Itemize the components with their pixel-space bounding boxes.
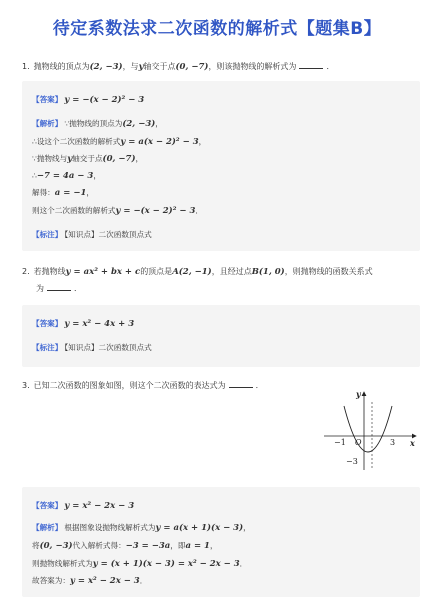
parabola-curve (344, 406, 392, 452)
y-neg-label: −3 (346, 457, 358, 466)
analysis-line-2: ∴设这个二次函数的解析式y = a(x − 2)² − 3， (32, 137, 207, 147)
question-1: 1. 抛物线的顶点为(2, −3)，与y轴交于点(0, −7)，则该抛物线的解析式为 ． (22, 62, 335, 72)
question-2: 2. 若抛物线y = ax² + bx + c的顶点是A(2, −1)，且经过点B(1, 0)，则抛物线的函数关系式 (22, 267, 373, 277)
answer-blank (299, 61, 323, 69)
answer-line: 【答案】 y = x² − 4x + 3 (32, 319, 135, 329)
answer-blank (47, 283, 71, 291)
note-line: 【标注】 【知识点】二次函数顶点式 (32, 230, 152, 239)
note-line: 【标注】 【知识点】二次函数顶点式 (32, 343, 152, 352)
question-2-cont: 为 ． (36, 284, 82, 293)
analysis-line-2: 将(0, −3)代入解析式得：−3 = −3a，即a = 1， (32, 541, 218, 551)
answer-blank (229, 380, 253, 388)
y-axis-label: y (356, 389, 361, 399)
analysis-line-1: 【解析】 ∵抛物线的顶点为(2, −3)， (32, 119, 163, 129)
answer-box-1 (22, 81, 420, 251)
x-pos-label: 3 (390, 438, 396, 447)
analysis-line-4: 故答案为：y = x² − 2x − 3． (32, 576, 148, 586)
answer-line: 【答案】 y = −(x − 2)² − 3 (32, 95, 145, 105)
analysis-line-1: 【解析】 根据图象设抛物线解析式为y = a(x + 1)(x − 3)， (32, 523, 251, 533)
question-number: 2. (22, 267, 30, 276)
question-number: 3. (22, 381, 30, 390)
answer-line: 【答案】 y = x² − 2x − 3 (32, 501, 135, 511)
x-axis-label: x (410, 438, 415, 448)
analysis-line-6: 则这个二次函数的解析式y = −(x − 2)² − 3． (32, 206, 203, 216)
page-title: 待定系数法求二次函数的解析式【题集B】 (52, 19, 382, 39)
answer-box-2 (22, 305, 420, 367)
origin-label: O (355, 438, 362, 447)
question-3: 3. 已知二次函数的图象如图，则这个二次函数的表达式为 ． (22, 381, 264, 390)
analysis-line-3: ∵抛物线与y轴交于点(0, −7)， (32, 154, 144, 164)
answer-box-3 (22, 487, 420, 597)
analysis-line-4: ∴−7 = 4a − 3， (32, 171, 101, 181)
analysis-line-5: 解得：a = −1， (32, 188, 94, 198)
question-number: 1. (22, 62, 30, 71)
x-neg-label: −1 (334, 438, 346, 447)
parabola-graph (318, 388, 420, 472)
analysis-line-3: 则抛物线解析式为y = (x + 1)(x − 3) = x² − 2x − 3． (32, 559, 248, 569)
